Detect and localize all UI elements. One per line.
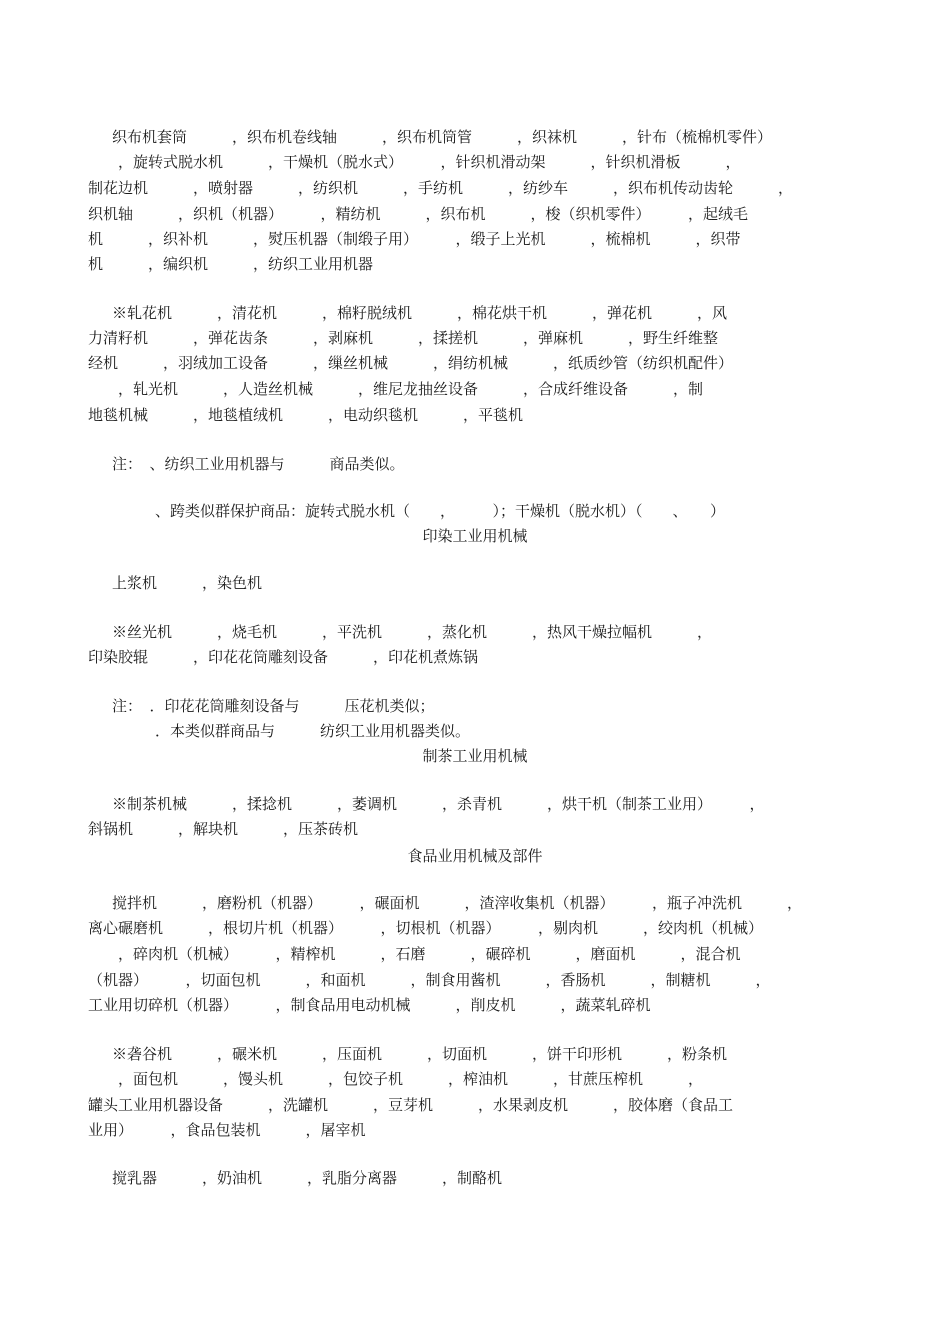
text-line: 织布机套筒 ，织布机卷线轴 ，织布机筒管 ，织袜机 ，针布（梳棉机零件） — [112, 128, 773, 146]
text-line: ，面包机 ，馒头机 ，包饺子机 ，榨油机 ，甘蔗压榨机 ， — [88, 1070, 704, 1088]
text-line: ，旋转式脱水机 ，干燥机（脱水式） ，针织机滑动架 ，针织机滑板 ， — [88, 153, 741, 171]
text-line: 经机 ，羽绒加工设备 ，缫丝机械 ，绢纺机械 ，纸质纱管（纺织机配件） — [88, 354, 734, 372]
text-line: 罐头工业用机器设备 ，洗罐机 ，豆芽机 ，水果剥皮机 ，胶体磨（食品工 — [88, 1096, 734, 1114]
text-line: 织机轴 ，织机（机器） ，精纺机 ，织布机 ，梭（织机零件） ，起绒毛 — [88, 205, 749, 223]
text-line: （机器） ，切面包机 ，和面机 ，制食用酱机 ，香肠机 ，制糖机 ， — [88, 971, 771, 989]
text-line: 机 ，编织机 ，纺织工业用机器 — [88, 255, 374, 273]
note-line: 、跨类似群保护商品：旋转式脱水机（ ， ）；干燥机（脱水机）（ 、 ） — [155, 502, 726, 520]
heading-food-machines: 食品业用机械及部件 — [407, 847, 543, 865]
text-line: 搅拌机 ，磨粉机（机器） ，碾面机 ，渣滓收集机（机器） ，瓶子冲洗机 ， — [112, 894, 803, 912]
text-line: ，轧光机 ，人造丝机械 ，维尼龙抽丝设备 ，合成纤维设备 ，制 — [88, 380, 704, 398]
text-line: 上浆机 ，染色机 — [112, 574, 263, 592]
text-line: 地毯机械 ，地毯植绒机 ，电动织毯机 ，平毯机 — [88, 406, 524, 424]
text-line: 搅乳器 ，奶油机 ，乳脂分离器 ，制酪机 — [112, 1169, 503, 1187]
note-line: 注： 、纺织工业用机器与 商品类似。 — [112, 455, 405, 473]
text-line: ※轧花机 ，清花机 ，棉籽脱绒机 ，棉花烘干机 ，弹花机 ，风 — [112, 304, 728, 322]
heading-tea-machines: 制茶工业用机械 — [422, 747, 528, 765]
text-line: 斜锅机 ，解块机 ，压茶砖机 — [88, 820, 359, 838]
text-line: ※砻谷机 ，碾米机 ，压面机 ，切面机 ，饼干印形机 ，粉条机 — [112, 1045, 728, 1063]
heading-printing-dyeing: 印染工业用机械 — [422, 527, 528, 545]
text-line: 业用） ，食品包装机 ，屠宰机 — [88, 1121, 366, 1139]
text-line: 制花边机 ，喷射器 ，纺织机 ，手纺机 ，纺纱车 ，织布机传动齿轮 ， — [88, 179, 794, 197]
text-line: 机 ，织补机 ，熨压机器（制缎子用） ，缎子上光机 ，梳棉机 ，织带 — [88, 230, 741, 248]
text-line: 力清籽机 ，弹花齿条 ，剥麻机 ，揉搓机 ，弹麻机 ，野生纤维整 — [88, 329, 719, 347]
note-line: ．本类似群商品与 纺织工业用机器类似。 — [155, 722, 471, 740]
text-line: 工业用切碎机（机器） ，制食品用电动机械 ，削皮机 ，蔬菜轧碎机 — [88, 996, 651, 1014]
note-line: 注： ．印花花筒雕刻设备与 压花机类似； — [112, 697, 435, 715]
text-line: 离心碾磨机 ，根切片机（机器） ，切根机（机器） ，剔肉机 ，绞肉机（机械） — [88, 919, 764, 937]
text-line: 印染胶辊 ，印花花筒雕刻设备 ，印花机煮炼锅 — [88, 648, 479, 666]
text-line: ※制茶机械 ，揉捻机 ，萎调机 ，杀青机 ，烘干机（制茶工业用） ， — [112, 795, 765, 813]
text-line: ※丝光机 ，烧毛机 ，平洗机 ，蒸化机 ，热风干燥拉幅机 ， — [112, 623, 713, 641]
text-line: ，碎肉机（机械） ，精榨机 ，石磨 ，碾碎机 ，磨面机 ，混合机 — [88, 945, 741, 963]
